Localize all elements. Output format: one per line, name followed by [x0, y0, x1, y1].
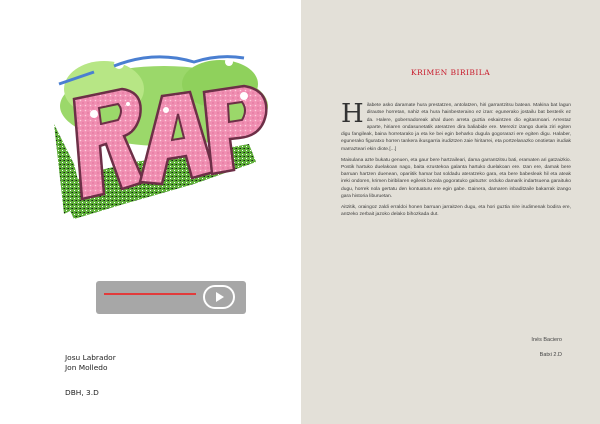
story-paragraph: Aitzitik, oraingoz zaldi erraldoi honen barruan jarraitzen dugu, eta hori guztia nire irudimenak bodira ere, antzeko zerbait jazoko delako bihozkada dut.: [341, 204, 571, 218]
story-text: [341, 99, 571, 222]
audio-player: [96, 281, 246, 314]
drop-cap: H: [341, 99, 364, 129]
story-paragraph: Hilabete asko daramate hura prestatzen, antolatzen, hiri garrantzitsu batean. Makina bat lagun dirautse horretan, nahiz eta hura hainbesteraino ez izan: egunerako jostailu bat besterik ez da. Halere, gobernadoreak ahal duen arreta guztia eskaintzen dio egitasmoari. Arrestaz aparte, hiriaren ondasunetatik ateratzen dira baliabide ere. Mereziz izango duela ziri egiten digu fangileak, baina horretarako ja eta ke bei egin beharko dugula gogorarazi ere egiten digu. Halaber, egunerako figuratxo horren tankera ikusgarria irudiztzen zaie hiritarrei, eta portzelanazko onotietan irudiak marrazteari ekin diote.[...]: [341, 99, 571, 152]
right-page: [301, 0, 600, 424]
progress-bar[interactable]: [104, 293, 196, 295]
story-title: KRIMEN BIRIBILA: [410, 68, 491, 77]
author-name: Jon Molledo: [65, 363, 108, 372]
author-name: Josu Labrador: [65, 353, 116, 362]
signature-name: Inés Baciero: [531, 337, 562, 343]
class-label: DBH, 3.D: [65, 388, 99, 397]
play-button[interactable]: [203, 285, 235, 309]
authors: [65, 353, 116, 373]
story-paragraph: Maisulana azte bukatu genuen, eta gaur bere hartzaileari, dama garrantzitsu bati, eramaten ari gatzaizkio. Postik hartuko duelakoan nago, baita ezustekoa galanta hartuko duelakoan ere. Izan ere, damak bere barruan hartzen duenean, opariitik hamar bat soldadu ateratzeko gara, eta bere babesleak hil eta ateak ireki ondoren, krimen biribilaren egilesk bezala gogoratuko gaituzte: orduko damarik indartsuena garaituko dugu, horrek nola gertatu den kontuaturu ere egin gabe. Gainera, damaren inbaditzaile bakarrak izango gara historia liburuetan.: [341, 157, 571, 200]
rap-graffiti-image: [44, 44, 276, 224]
signature-class: Batxi 2.D: [539, 352, 562, 358]
play-icon: [215, 291, 225, 303]
